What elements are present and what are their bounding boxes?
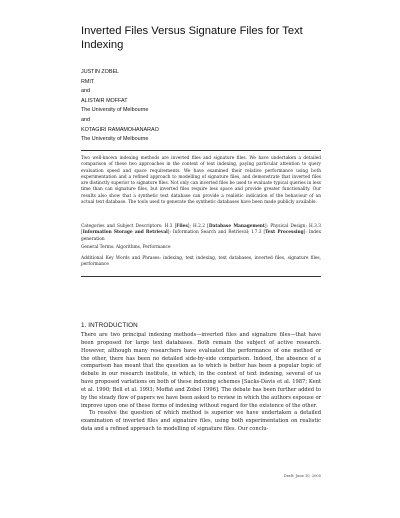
general-terms: General Terms: Algorithms, Performance: [81, 245, 171, 250]
author-name: KOTAGIRI RAMAMOHANARAO: [81, 126, 159, 133]
author-affiliation: The University of Melbourne: [81, 107, 149, 114]
keywords: Additional Key Words and Phrases: indexing, text indexing, text databases, inverted files, signature files, performance: [81, 256, 321, 268]
top-rule: [81, 150, 321, 151]
abstract: Two well-known indexing methods are inverted files and signature files. We have undertaken a detailed comparison of these two approaches in the context of text indexing, paying particular attention to query evaluation speed and space requirements. We have examined their relative performance using both experimentation and a refined approach to modelling of signature files, and demonstrate that inverted files are distinctly superior to signature files. Not only can inverted files be used to evaluate typical queries in less time than can signature files, but inverted files require less space and provide greater functionality. Our results also show that a synthetic text database can provide a realistic indication of the behaviour of an actual text database. The tools used to generate the synthetic databases have been made publicly available.: [81, 156, 321, 206]
categories-descriptors: Categories and Subject Descriptors: H.3 [Files]; H.2.2 [Database Management]: Physical Design; H.3.3 [Information Storage and Retrieval]: Information Search and Retrieval; I.7.3 [Text Processing]: Index generation: [81, 224, 322, 242]
author-name: ALISTAIR MOFFAT: [81, 97, 128, 104]
draft-date-footer: Draft: June 10, 2005: [283, 474, 321, 478]
introduction-body: [81, 332, 321, 434]
paragraph: To resolve the question of which method is superior we have undertaken a detailed examination of inverted files and signature files, using both experimentation on realistic data and a refined approach to modelling of signature files. Our conclu-: [81, 410, 321, 433]
paragraph: There are two principal indexing methods—inverted files and signature files—that have been proposed for large text databases. Both remain the subject of active research. However, although many researchers have evaluated the performance of one method or the other, there has been no detailed side-by-side comparison. Indeed, the absence of a comparison has meant that the question as to which is better has been a popular topic of debate in our research institute, in which, in the context of text indexing, several of us have proposed variations on both of these indexing schemes [Sacks-Davis et al. 1987; Kent et al. 1990; Bell et al. 1993; Moffat and Zobel 1996]. The debate has been further added to by the steady flow of papers we have been asked to review in which the authors espouse or improve upon one of these forms of indexing without regard for the existence of the other.: [81, 332, 321, 409]
bottom-rule: [81, 276, 321, 277]
author-separator: and: [81, 116, 90, 123]
author-affiliation: The University of Melbourne: [81, 136, 149, 143]
author-separator: and: [81, 88, 90, 95]
author-block: [81, 68, 341, 145]
author-affiliation: RMIT: [81, 78, 95, 85]
paper-title: Inverted Files Versus Signature Files for Text Indexing: [81, 25, 303, 52]
section-heading: 1. INTRODUCTION: [81, 322, 138, 329]
author-name: JUSTIN ZOBEL: [81, 69, 120, 75]
